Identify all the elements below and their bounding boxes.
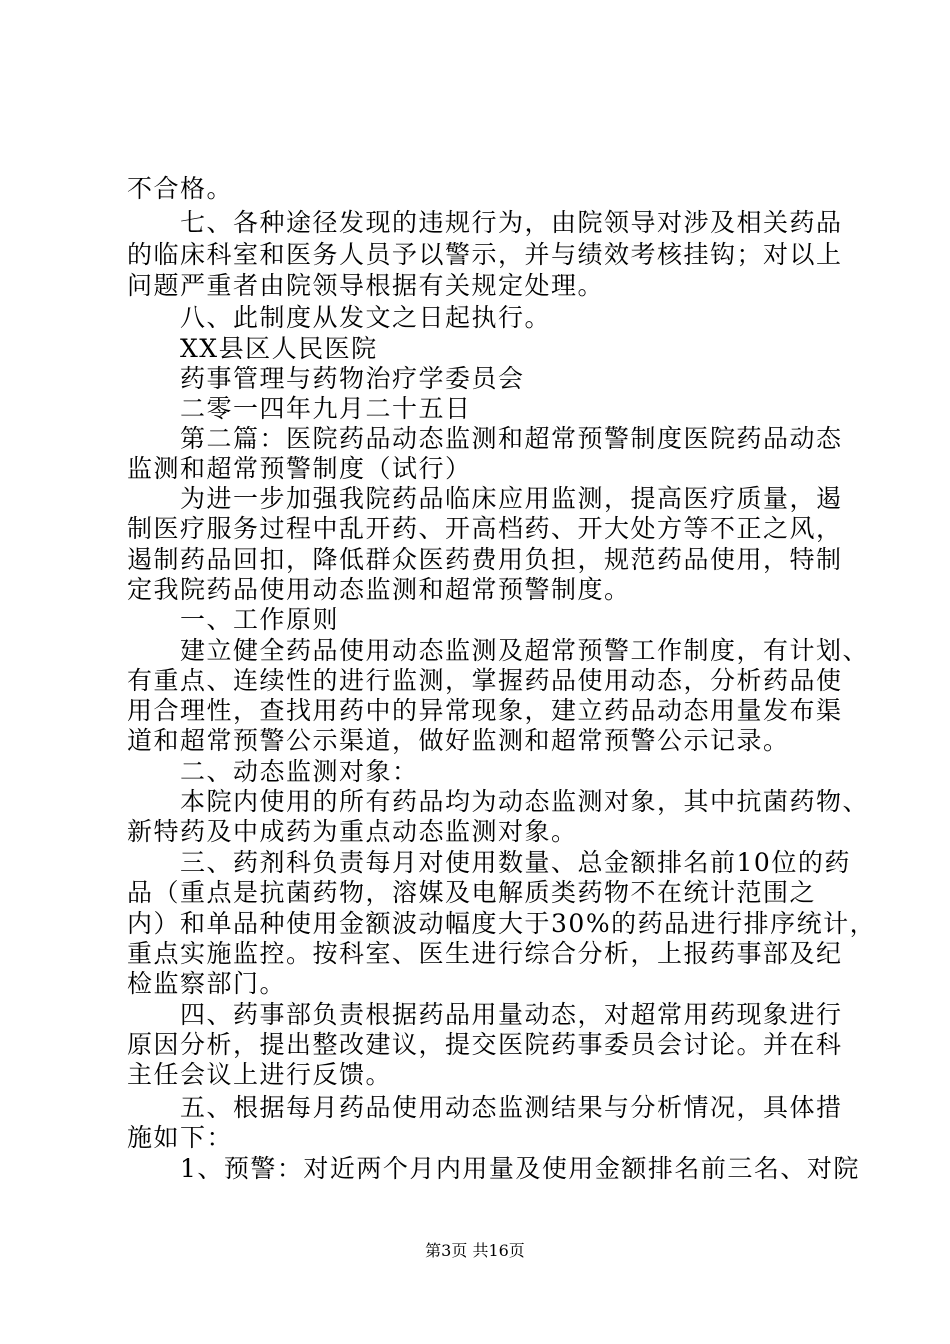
text-line: 五、根据每月药品使用动态监测结果与分析情况，具体措 bbox=[127, 1093, 843, 1122]
text-line: 制医疗服务过程中乱开药、开高档药、开大处方等不正之风， bbox=[127, 514, 843, 543]
text-line: 用合理性，查找用药中的异常现象，建立药品动态用量发布渠 bbox=[127, 696, 843, 725]
text-line: 品（重点是抗菌药物，溶媒及电解质类药物不在统计范围之 bbox=[127, 878, 817, 907]
text-line: 三、药剂科负责每月对使用数量、总金额排名前10位的药 bbox=[127, 848, 851, 877]
text-line: 二零一四年九月二十五日 bbox=[127, 394, 472, 423]
text-line: 一、工作原则 bbox=[127, 605, 340, 634]
text-line: 原因分析，提出整改建议，提交医院药事委员会讨论。并在科 bbox=[127, 1030, 843, 1059]
text-line: 四、药事部负责根据药品用量动态，对超常用药现象进行 bbox=[127, 1000, 843, 1029]
text-line: 七、各种途径发现的违规行为，由院领导对涉及相关药品 bbox=[127, 208, 843, 237]
text-line: 主任会议上进行反馈。 bbox=[127, 1060, 393, 1089]
text-line: 内）和单品种使用金额波动幅度大于30%的药品进行排序统计， bbox=[127, 909, 877, 938]
text-line: 药事管理与药物治疗学委员会 bbox=[127, 364, 525, 393]
text-line: 八、此制度从发文之日起执行。 bbox=[127, 303, 552, 332]
text-line: 定我院药品使用动态监测和超常预警制度。 bbox=[127, 575, 631, 604]
text-line: 建立健全药品使用动态监测及超常预警工作制度，有计划、 bbox=[127, 636, 870, 665]
text-line: 二、动态监测对象： bbox=[127, 757, 419, 786]
text-line: 有重点、连续性的进行监测，掌握药品使用动态，分析药品使 bbox=[127, 666, 843, 695]
text-line: 为进一步加强我院药品临床应用监测，提高医疗质量，遏 bbox=[127, 484, 843, 513]
text-line: XX县区人民医院 bbox=[127, 334, 378, 363]
page-number-footer: 第3页 共16页 bbox=[425, 1241, 525, 1260]
text-line: 问题严重者由院领导根据有关规定处理。 bbox=[127, 271, 605, 300]
text-line: 的临床科室和医务人员予以警示，并与绩效考核挂钩；对以上 bbox=[127, 240, 843, 269]
text-line: 遏制药品回扣，降低群众医药费用负担，规范药品使用，特制 bbox=[127, 545, 843, 574]
text-line: 1、预警：对近两个月内用量及使用金额排名前三名、对院 bbox=[127, 1154, 860, 1183]
text-line: 本院内使用的所有药品均为动态监测对象，其中抗菌药物、 bbox=[127, 787, 870, 816]
text-line: 监测和超常预警制度（试行） bbox=[127, 454, 472, 483]
text-line: 重点实施监控。按科室、医生进行综合分析，上报药事部及纪 bbox=[127, 939, 843, 968]
text-line: 施如下： bbox=[127, 1123, 234, 1152]
text-line: 新特药及中成药为重点动态监测对象。 bbox=[127, 817, 578, 846]
text-line: 不合格。 bbox=[127, 174, 234, 203]
text-line: 第二篇：医院药品动态监测和超常预警制度医院药品动态 bbox=[127, 424, 843, 453]
text-line: 检监察部门。 bbox=[127, 969, 287, 998]
text-line: 道和超常预警公示渠道，做好监测和超常预警公示记录。 bbox=[127, 726, 790, 755]
